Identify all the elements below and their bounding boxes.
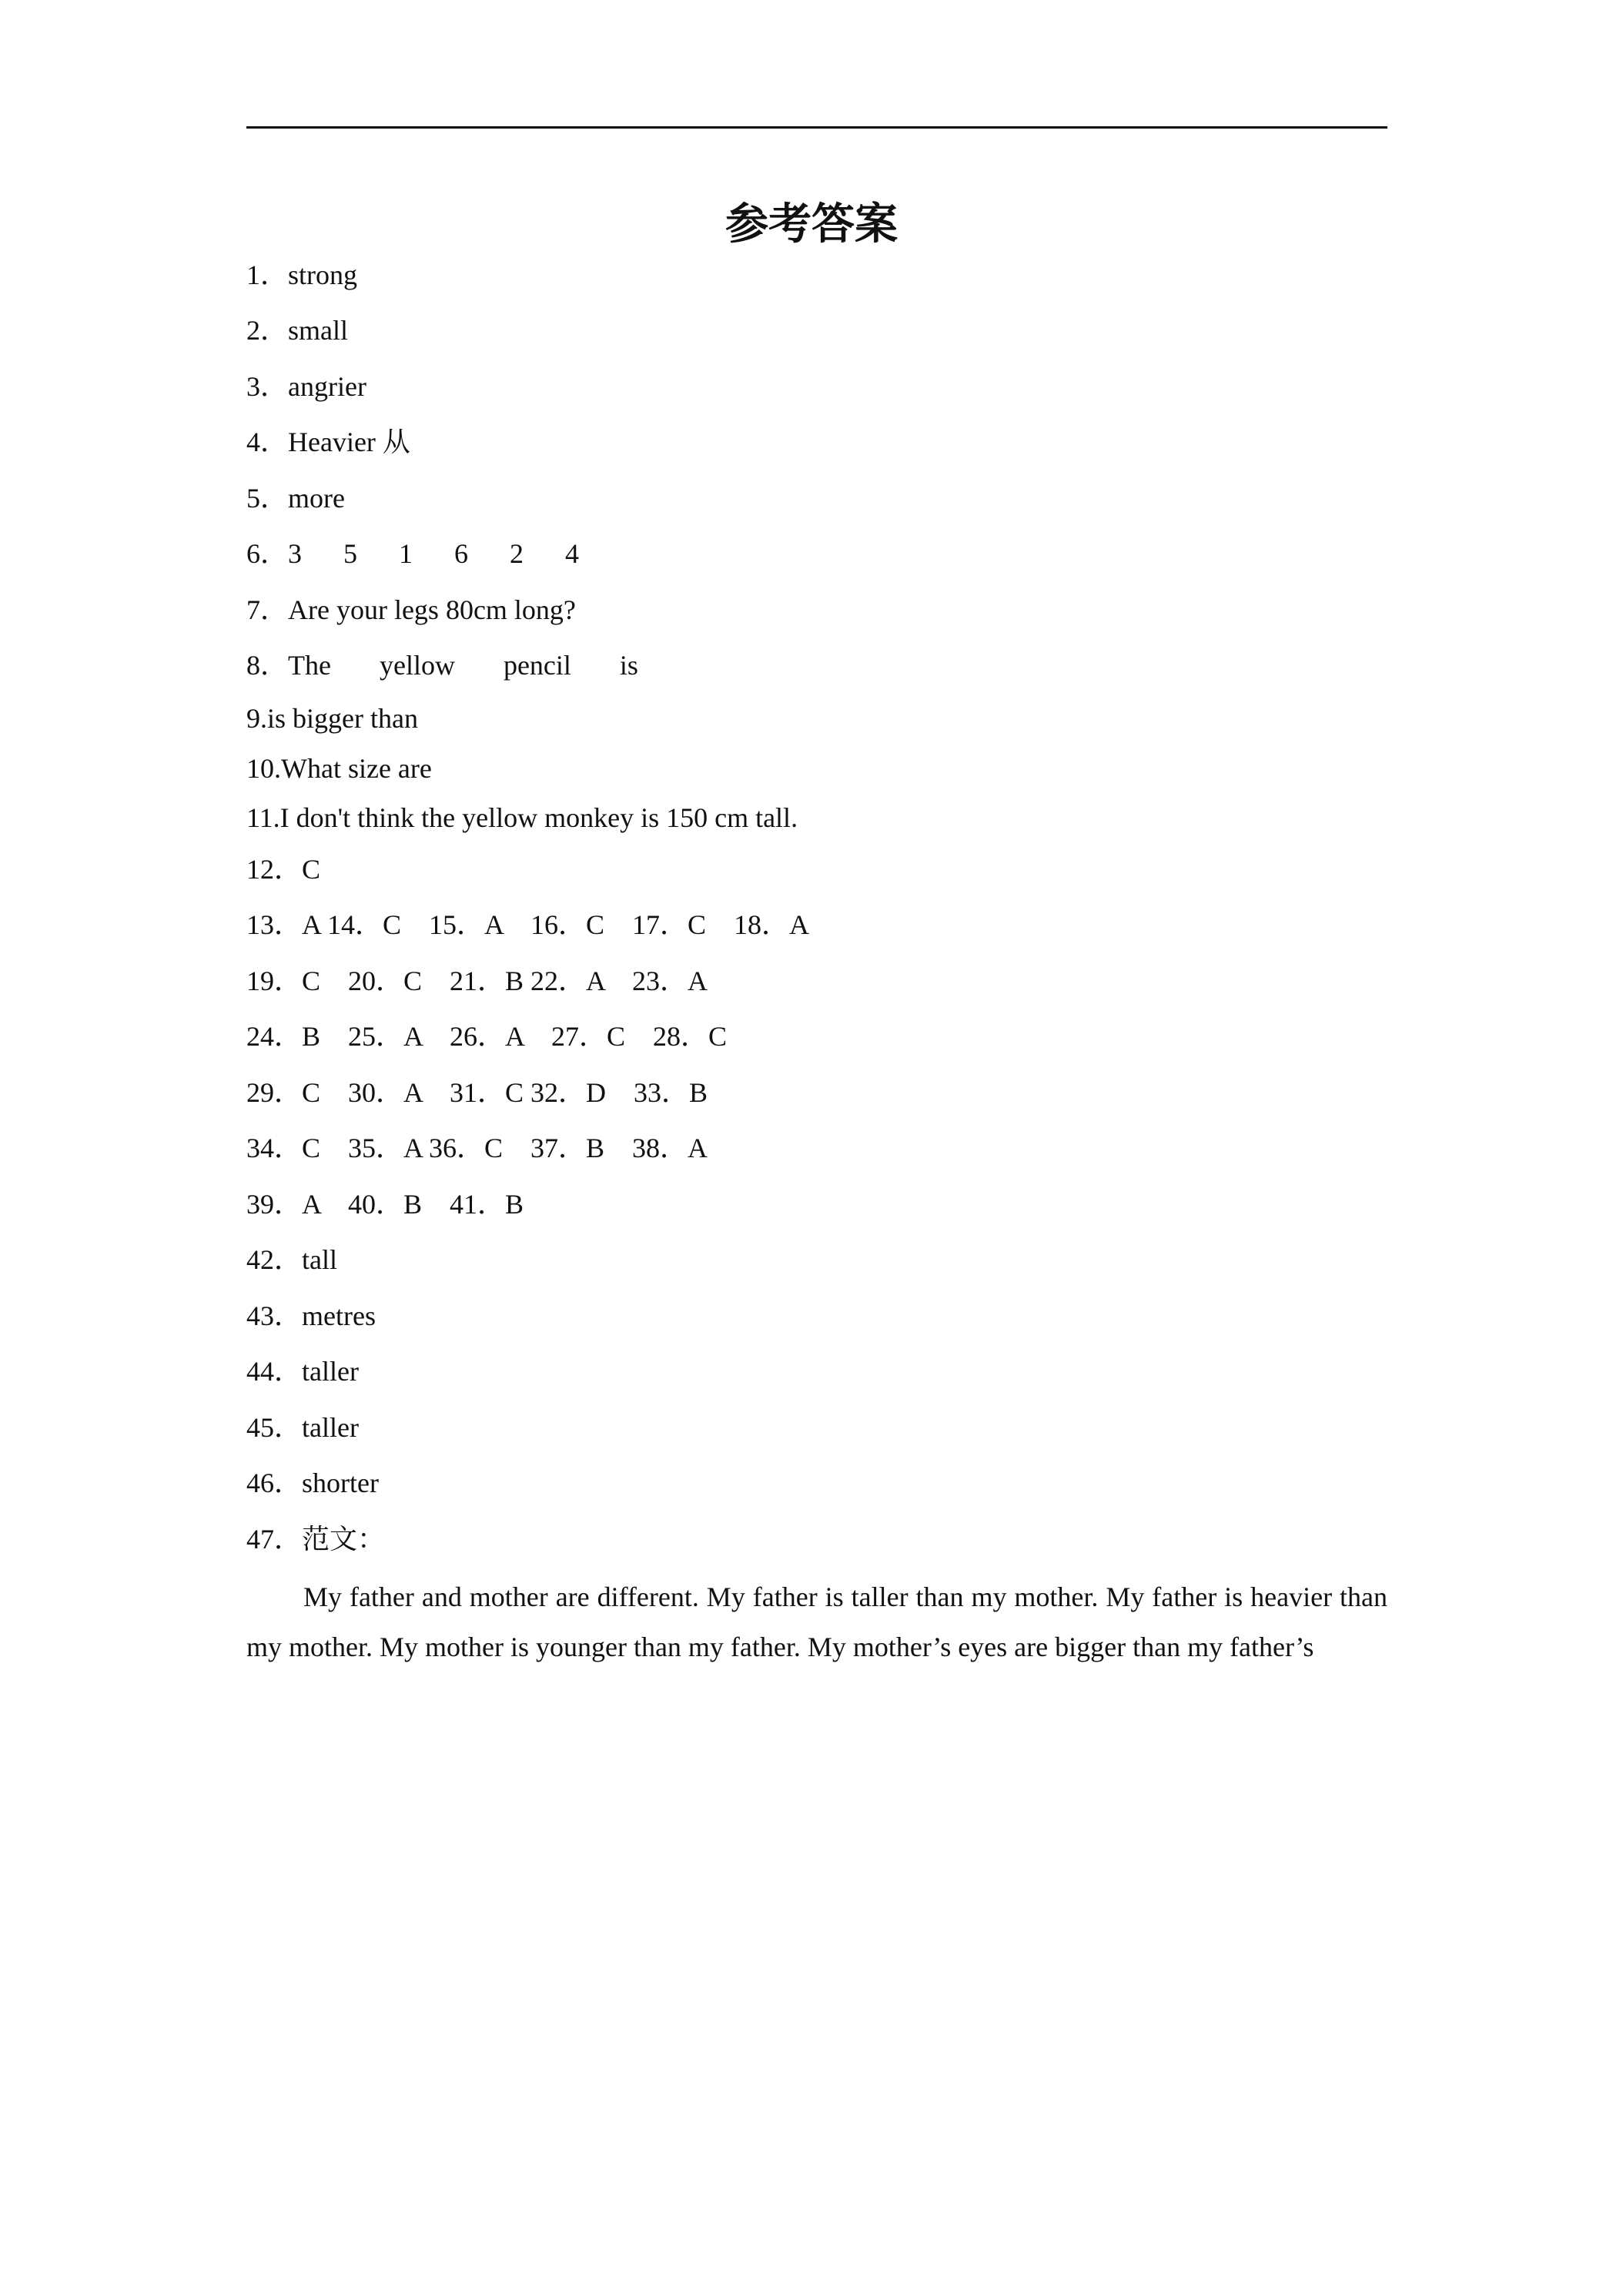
answer-line: 46．shorter: [246, 1468, 379, 1498]
answer-line: 3．angrier: [246, 371, 366, 402]
answer-line: 43．metres: [246, 1300, 376, 1331]
answer-line: 2．small: [246, 315, 348, 346]
answer-line: 47．范文：: [246, 1524, 386, 1555]
answer-line: 34．C 35．A 36．C 37．B 38．A: [246, 1133, 708, 1163]
answer-line: 45．taller: [246, 1412, 359, 1443]
answer-line: 11.I don't think the yellow monkey is 150 cm tall.: [246, 802, 798, 833]
answer-line: 42．tall: [246, 1244, 337, 1275]
header-rule: [246, 126, 1387, 129]
answer-line: 10.What size are: [246, 753, 432, 784]
answer-line: 4．Heavier 从: [246, 427, 410, 457]
answer-line: 24．B 25．A 26．A 27．C 28．C: [246, 1021, 728, 1052]
answer-line: 39．A 40．B 41．B: [246, 1189, 524, 1220]
answer-line: 9.is bigger than: [246, 703, 418, 734]
answer-line: 5．more: [246, 483, 345, 514]
answer-line: 6．3 5 1 6 2 4: [246, 538, 579, 569]
page-title: 参考答案: [725, 199, 898, 249]
sample-essay: My father and mother are different. My father is taller than my mother. My father is heavier than my mother. My mother is younger than my father. My mother’s eyes are bigger than my father’s: [246, 1581, 1387, 1662]
answer-line: 13．A 14．C 15．A 16．C 17．C 18．A: [246, 909, 810, 940]
answer-line: 7．Are your legs 80cm long?: [246, 594, 576, 625]
answer-line: 12．C: [246, 854, 321, 885]
answer-line: 44．taller: [246, 1356, 359, 1387]
answer-line: 29．C 30．A 31．C 32．D 33．B: [246, 1077, 708, 1108]
answer-line: 1．strong: [246, 259, 358, 290]
answer-line: 19．C 20．C 21．B 22．A 23．A: [246, 966, 708, 996]
answer-line: 8．The yellow pencil is: [246, 650, 638, 681]
